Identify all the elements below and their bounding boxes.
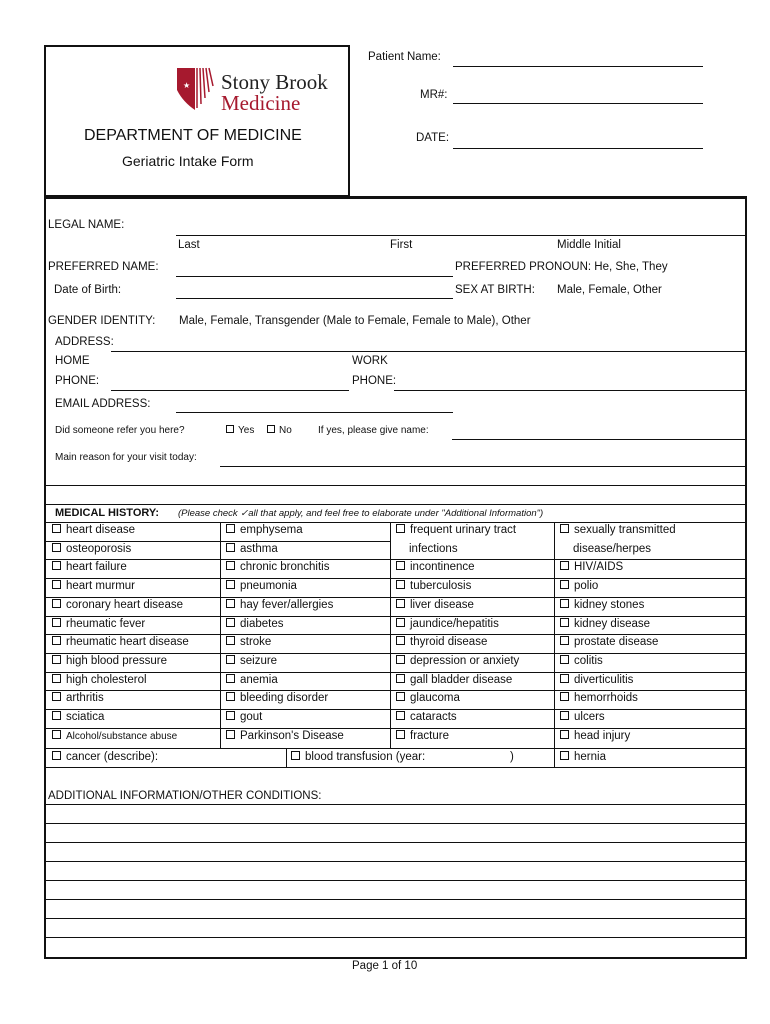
col4-row9-checkbox[interactable] xyxy=(560,711,569,720)
table-row-line xyxy=(46,690,745,691)
work-phone-field[interactable] xyxy=(394,390,745,391)
col3-row8-item[interactable] xyxy=(396,692,460,704)
table-row-line xyxy=(46,541,390,542)
sex-at-birth-options: Male, Female, Other xyxy=(557,284,662,296)
home-phone-label: PHONE: xyxy=(55,375,100,387)
sex-at-birth-label: SEX AT BIRTH: xyxy=(455,284,535,296)
address-label: ADDRESS: xyxy=(55,336,114,348)
col3-row7-label: gall bladder disease xyxy=(410,673,513,686)
col3-row9-label: cataracts xyxy=(410,711,457,723)
col1-row2-label: heart failure xyxy=(66,561,127,574)
col3-row0-cont: infections xyxy=(409,542,458,555)
visit-reason-label: Main reason for your visit today: xyxy=(55,452,197,463)
col3-row10-label: fracture xyxy=(410,729,449,742)
col1-row7-item[interactable] xyxy=(52,655,167,667)
col2-row8-item[interactable] xyxy=(226,674,278,686)
additional-info-line[interactable] xyxy=(46,918,745,919)
col2-row6-item[interactable] xyxy=(226,636,271,648)
col2-row4-checkbox[interactable] xyxy=(226,599,235,608)
first-label: First xyxy=(390,239,413,251)
preferred-name-field[interactable] xyxy=(176,276,453,277)
col2-row1-item[interactable] xyxy=(226,543,278,555)
col1-row6-checkbox[interactable] xyxy=(52,636,61,645)
email-field[interactable] xyxy=(176,412,453,413)
col4-row8-checkbox[interactable] xyxy=(560,692,569,701)
col1-row4-checkbox[interactable] xyxy=(52,599,61,608)
blood-transfusion-label: blood transfusion (year: xyxy=(305,751,426,763)
additional-info-line[interactable] xyxy=(46,823,745,824)
address-field[interactable] xyxy=(111,351,745,352)
gender-identity-options: Male, Female, Transgender (Male to Female, Female to Male), Other xyxy=(179,315,531,327)
col3-row1-item[interactable] xyxy=(396,561,475,573)
col2-row1-checkbox[interactable] xyxy=(226,543,235,552)
referral-yes[interactable] xyxy=(226,425,254,436)
col3-row7-item[interactable] xyxy=(396,674,512,686)
col2-row0-label: emphysema xyxy=(240,524,303,536)
middle-initial-label: Middle Initial xyxy=(557,239,621,251)
referral-question: Did someone refer you here? xyxy=(55,425,185,436)
preferred-name-label: PREFERRED NAME: xyxy=(48,261,159,273)
mr-label: MR#: xyxy=(420,89,448,101)
col4-row0-label: sexually transmitted xyxy=(574,524,676,536)
col2-row7-label: seizure xyxy=(240,654,278,667)
col1-row9-label: arthritis xyxy=(66,692,104,705)
col1-row8-checkbox[interactable] xyxy=(52,674,61,683)
col1-row11-item[interactable] xyxy=(52,730,177,742)
patient-name-label: Patient Name: xyxy=(368,51,441,63)
col3-row10-item[interactable] xyxy=(396,730,449,742)
additional-info-label: ADDITIONAL INFORMATION/OTHER CONDITIONS: xyxy=(48,790,322,802)
col3-row1-checkbox[interactable] xyxy=(396,561,405,570)
col4-row7-checkbox[interactable] xyxy=(560,674,569,683)
col1-row7-label: high blood pressure xyxy=(66,654,168,667)
col4-row7-item[interactable] xyxy=(560,674,633,686)
col2-row10-checkbox[interactable] xyxy=(226,711,235,720)
col1-row4-label: coronary heart disease xyxy=(66,598,183,611)
col4-row5-checkbox[interactable] xyxy=(560,636,569,645)
col1-row11-label: Alcohol/substance abuse xyxy=(66,730,178,742)
col4-row9-label: ulcers xyxy=(574,711,605,723)
col2-row2-item[interactable] xyxy=(226,561,329,573)
col1-row10-item[interactable] xyxy=(52,711,104,723)
col4-row4-label: kidney disease xyxy=(574,617,651,630)
col1-row3-checkbox[interactable] xyxy=(52,580,61,589)
col2-row0-item[interactable] xyxy=(226,524,303,536)
hernia-item[interactable] xyxy=(560,751,606,763)
svg-text:★: ★ xyxy=(183,81,191,90)
table-row-line xyxy=(46,559,745,560)
col4-row4-item[interactable] xyxy=(560,618,650,630)
col1-row8-label: high cholesterol xyxy=(66,673,147,686)
table-row-line xyxy=(46,728,745,729)
col1-row4-item[interactable] xyxy=(52,599,183,611)
col2-row5-item[interactable] xyxy=(226,618,283,630)
col3-row0-checkbox[interactable] xyxy=(396,524,405,533)
col1-row1-label: osteoporosis xyxy=(66,542,132,555)
col4-row1-checkbox[interactable] xyxy=(560,561,569,570)
col3-row2-checkbox[interactable] xyxy=(396,580,405,589)
additional-info-line[interactable] xyxy=(46,899,745,900)
col4-row9-item[interactable] xyxy=(560,711,605,723)
page-number: Page 1 of 10 xyxy=(352,960,418,972)
col2-row4-item[interactable] xyxy=(226,599,333,611)
col4-row3-checkbox[interactable] xyxy=(560,599,569,608)
dob-field[interactable] xyxy=(176,298,453,299)
dob-label: Date of Birth: xyxy=(54,284,122,296)
visit-reason-line-2[interactable] xyxy=(46,485,745,486)
additional-info-line[interactable] xyxy=(46,842,745,843)
col2-row11-item[interactable] xyxy=(226,730,344,742)
legal-name-label: LEGAL NAME: xyxy=(48,219,125,231)
col2-row2-label: chronic bronchitis xyxy=(240,561,330,574)
col3-row6-item[interactable] xyxy=(396,655,519,667)
table-bottom-line xyxy=(46,767,745,768)
col4-row3-item[interactable] xyxy=(560,599,644,611)
gender-identity-label: GENDER IDENTITY: xyxy=(48,315,156,327)
table-row-line xyxy=(46,597,745,598)
blood-transfusion-close: ) xyxy=(510,751,514,763)
email-label: EMAIL ADDRESS: xyxy=(55,398,151,410)
hernia-checkbox[interactable] xyxy=(560,751,569,760)
col3-row0-item[interactable] xyxy=(396,524,516,536)
additional-info-line[interactable] xyxy=(46,880,745,881)
additional-info-line[interactable] xyxy=(46,937,745,938)
col1-row5-label: rheumatic fever xyxy=(66,617,146,630)
col3-row4-item[interactable] xyxy=(396,618,499,630)
col1-row1-item[interactable] xyxy=(52,543,131,555)
col4-row1-label: HIV/AIDS xyxy=(574,561,624,574)
blood-transfusion-item[interactable] xyxy=(291,751,425,763)
col3-row8-label: glaucoma xyxy=(410,692,460,705)
mr-field[interactable] xyxy=(453,103,703,104)
col4-row6-checkbox[interactable] xyxy=(560,655,569,664)
col2-row7-item[interactable] xyxy=(226,655,277,667)
yes-label: Yes xyxy=(238,425,255,436)
col2-row9-item[interactable] xyxy=(226,692,328,704)
col4-row4-checkbox[interactable] xyxy=(560,618,569,627)
shield-logo-icon xyxy=(175,66,215,112)
date-label: DATE: xyxy=(416,132,450,144)
col1-row3-item[interactable] xyxy=(52,580,135,592)
col4-row5-item[interactable] xyxy=(560,636,658,648)
col3-row9-checkbox[interactable] xyxy=(396,711,405,720)
preferred-pronoun-label: PREFERRED PRONOUN: He, She, They xyxy=(455,261,668,273)
col2-row8-label: anemia xyxy=(240,673,278,686)
col4-row2-item[interactable] xyxy=(560,580,598,592)
logo xyxy=(175,66,345,116)
col2-row9-checkbox[interactable] xyxy=(226,692,235,701)
col1-row10-checkbox[interactable] xyxy=(52,711,61,720)
blood-transfusion-checkbox[interactable] xyxy=(291,751,300,760)
table-row-line xyxy=(46,634,745,635)
col3-row5-label: thyroid disease xyxy=(410,636,488,649)
col3-row8-checkbox[interactable] xyxy=(396,692,405,701)
medical-history-title: MEDICAL HISTORY: xyxy=(55,507,160,519)
cancer-item[interactable] xyxy=(52,751,158,763)
col1-row9-item[interactable] xyxy=(52,692,104,704)
col3-row3-label: liver disease xyxy=(410,598,474,611)
col4-row10-label: head injury xyxy=(574,729,631,742)
referral-no[interactable] xyxy=(267,425,292,436)
col2-row10-label: gout xyxy=(240,711,263,723)
department-title: DEPARTMENT OF MEDICINE xyxy=(84,127,302,144)
legal-name-field[interactable] xyxy=(176,235,745,236)
hernia-label: hernia xyxy=(574,751,606,763)
col2-row2-checkbox[interactable] xyxy=(226,561,235,570)
col1-row11-checkbox[interactable] xyxy=(52,730,61,739)
col3-row2-label: tuberculosis xyxy=(410,580,472,593)
col3-row5-item[interactable] xyxy=(396,636,487,648)
col4-row10-checkbox[interactable] xyxy=(560,730,569,739)
col1-row9-checkbox[interactable] xyxy=(52,692,61,701)
form-title: Geriatric Intake Form xyxy=(122,153,254,169)
col1-row5-checkbox[interactable] xyxy=(52,618,61,627)
col3-row0-label: frequent urinary tract xyxy=(410,524,517,536)
visit-reason-line-3[interactable] xyxy=(46,504,745,505)
col3-row4-label: jaundice/hepatitis xyxy=(410,617,499,630)
col2-row1-label: asthma xyxy=(240,542,278,555)
org-name-line2: Medicine xyxy=(221,91,301,115)
medical-history-instruction: (Please check ✓all that apply, and feel free to elaborate under "Additional Information") xyxy=(178,508,544,519)
additional-info-line[interactable] xyxy=(46,804,745,805)
col4-row0-cont: disease/herpes xyxy=(573,542,651,555)
col2-row11-checkbox[interactable] xyxy=(226,730,235,739)
last-row-top-line xyxy=(46,748,745,749)
table-col-divider-4 xyxy=(286,748,287,767)
col4-row6-item[interactable] xyxy=(560,655,603,667)
col4-row7-label: diverticulitis xyxy=(574,673,634,686)
col4-row8-item[interactable] xyxy=(560,692,638,704)
table-row-line xyxy=(46,709,745,710)
col1-row5-item[interactable] xyxy=(52,618,145,630)
cancer-label: cancer (describe): xyxy=(66,751,159,763)
col4-row5-label: prostate disease xyxy=(574,636,659,649)
home-phone-field[interactable] xyxy=(111,390,349,391)
col2-row3-checkbox[interactable] xyxy=(226,580,235,589)
date-field[interactable] xyxy=(453,148,703,149)
col4-row2-label: polio xyxy=(574,580,599,593)
last-label: Last xyxy=(178,239,200,251)
col2-row4-label: hay fever/allergies xyxy=(240,598,334,611)
col2-row7-checkbox[interactable] xyxy=(226,655,235,664)
col3-row5-checkbox[interactable] xyxy=(396,636,405,645)
visit-reason-field[interactable] xyxy=(220,466,745,467)
col4-row1-item[interactable] xyxy=(560,561,623,573)
col1-row6-label: rheumatic heart disease xyxy=(66,636,189,649)
col1-row10-label: sciatica xyxy=(66,711,105,723)
col3-row6-checkbox[interactable] xyxy=(396,655,405,664)
col3-row3-checkbox[interactable] xyxy=(396,599,405,608)
col3-row1-label: incontinence xyxy=(410,561,475,574)
col1-row2-checkbox[interactable] xyxy=(52,561,61,570)
referral-name-field[interactable] xyxy=(452,439,745,440)
col4-row8-label: hemorrhoids xyxy=(574,692,638,705)
patient-name-field[interactable] xyxy=(453,66,703,67)
col3-row10-checkbox[interactable] xyxy=(396,730,405,739)
col1-row6-item[interactable] xyxy=(52,636,189,648)
col2-row9-label: bleeding disorder xyxy=(240,692,329,705)
table-row-line xyxy=(46,653,745,654)
table-row-line xyxy=(46,578,745,579)
col2-row5-checkbox[interactable] xyxy=(226,618,235,627)
col1-row0-label: heart disease xyxy=(66,524,136,536)
col4-row6-label: colitis xyxy=(574,654,603,667)
medical-history-heading xyxy=(55,507,159,519)
table-row-line xyxy=(46,616,745,617)
col2-row6-checkbox[interactable] xyxy=(226,636,235,645)
col2-row11-label: Parkinson's Disease xyxy=(240,729,344,742)
col3-row6-label: depression or anxiety xyxy=(410,654,520,667)
table-top-line xyxy=(46,522,745,523)
col3-row7-checkbox[interactable] xyxy=(396,674,405,683)
col2-row5-label: diabetes xyxy=(240,617,284,630)
additional-info-line[interactable] xyxy=(46,861,745,862)
col4-row0-item[interactable] xyxy=(560,524,676,536)
no-checkbox[interactable] xyxy=(267,425,275,433)
table-row-line xyxy=(46,672,745,673)
cancer-checkbox[interactable] xyxy=(52,751,61,760)
org-name-line1: Stony Brook xyxy=(221,70,328,94)
col3-row2-item[interactable] xyxy=(396,580,471,592)
col2-row0-checkbox[interactable] xyxy=(226,524,235,533)
col1-row7-checkbox[interactable] xyxy=(52,655,61,664)
col2-row8-checkbox[interactable] xyxy=(226,674,235,683)
col3-row9-item[interactable] xyxy=(396,711,457,723)
col2-row6-label: stroke xyxy=(240,636,272,649)
col4-row0-checkbox[interactable] xyxy=(560,524,569,533)
col1-row8-item[interactable] xyxy=(52,674,147,686)
col4-row3-label: kidney stones xyxy=(574,598,645,611)
work-label: WORK xyxy=(352,355,388,367)
col1-row3-label: heart murmur xyxy=(66,580,136,593)
col4-row10-item[interactable] xyxy=(560,730,630,742)
col3-row3-item[interactable] xyxy=(396,599,474,611)
col3-row4-checkbox[interactable] xyxy=(396,618,405,627)
col1-row1-checkbox[interactable] xyxy=(52,543,61,552)
col1-row0-item[interactable] xyxy=(52,524,135,536)
col1-row0-checkbox[interactable] xyxy=(52,524,61,533)
col2-row10-item[interactable] xyxy=(226,711,262,723)
col2-row3-item[interactable] xyxy=(226,580,297,592)
col1-row2-item[interactable] xyxy=(52,561,127,573)
yes-checkbox[interactable] xyxy=(226,425,234,433)
col2-row3-label: pneumonia xyxy=(240,580,297,593)
home-label: HOME xyxy=(55,355,90,367)
col4-row2-checkbox[interactable] xyxy=(560,580,569,589)
work-phone-label: PHONE: xyxy=(352,375,397,387)
no-label: No xyxy=(279,425,292,436)
referral-name-label: If yes, please give name: xyxy=(318,425,429,436)
